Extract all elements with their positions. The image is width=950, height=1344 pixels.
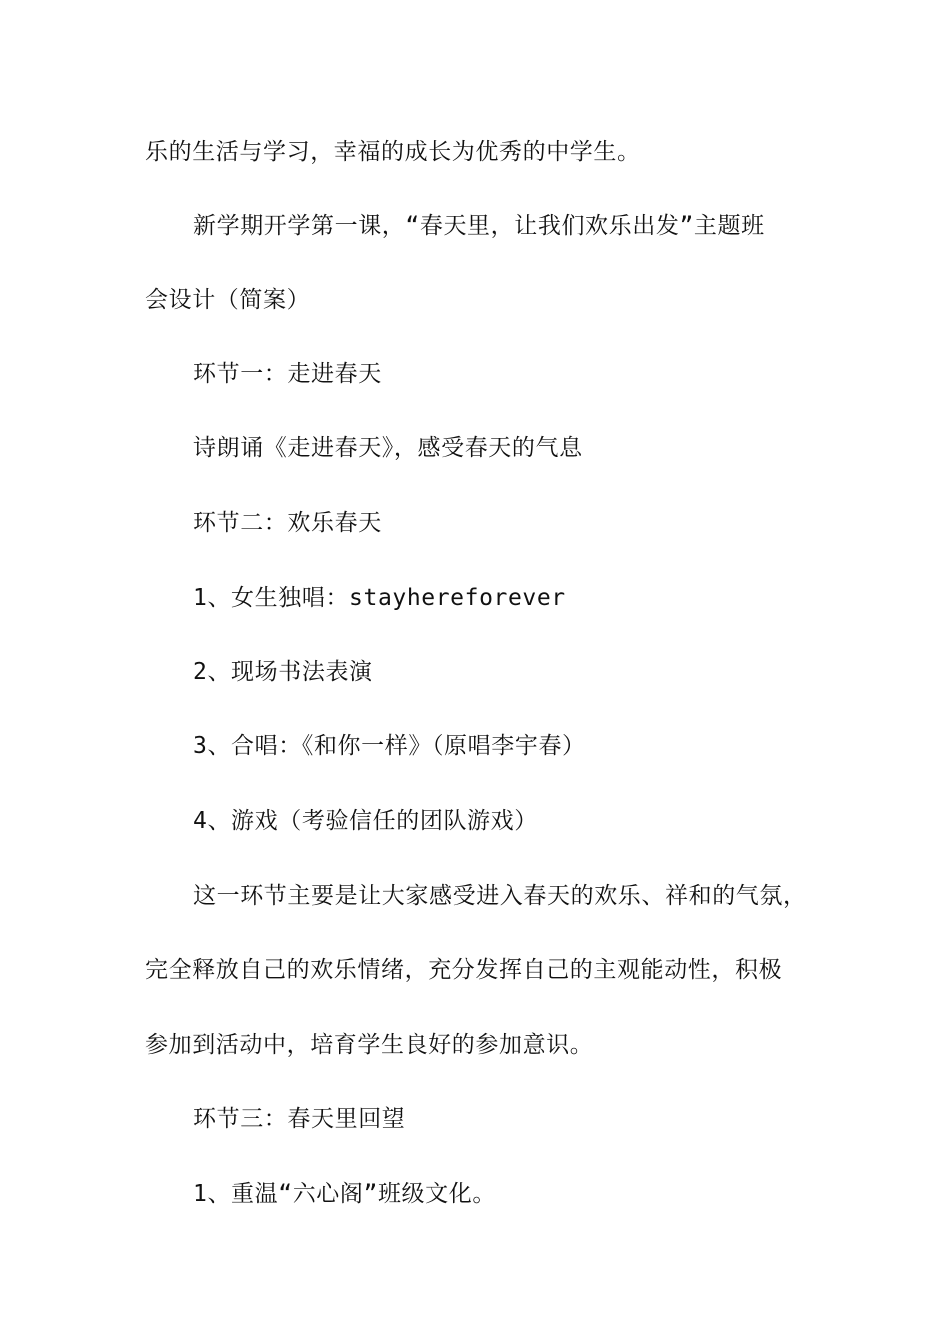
paragraph-text: 这一环节主要是让大家感受进入春天的欢乐、祥和的气氛， (193, 883, 807, 909)
list-item: 2、现场书法表演 (193, 659, 373, 685)
paragraph-text: 新学期开学第一课，“春天里，让我们欢乐出发”主题班 (193, 213, 765, 239)
section-heading: 环节一：走进春天 (193, 361, 382, 387)
list-item: 3、合唱：《和你一样》（原唱李宇春） (193, 733, 586, 759)
list-item: 4、游戏（考验信任的团队游戏） (193, 808, 538, 834)
paragraph-text: 完全释放自己的欢乐情绪，充分发挥自己的主观能动性，积极 (145, 957, 783, 983)
paragraph-text: 会设计（简案） (145, 287, 311, 313)
paragraph-text: 参加到活动中，培育学生良好的参加意识。 (145, 1032, 594, 1058)
paragraph-text: 诗朗诵《走进春天》，感受春天的气息 (193, 435, 583, 461)
paragraph-text: 乐的生活与学习，幸福的成长为优秀的中学生。 (145, 139, 641, 165)
list-item: 1、重温“六心阁”班级文化。 (193, 1181, 496, 1207)
section-heading: 环节三：春天里回望 (193, 1106, 406, 1132)
section-heading: 环节二：欢乐春天 (193, 510, 382, 536)
list-item: 1、女生独唱：stayhereforever (193, 585, 566, 611)
